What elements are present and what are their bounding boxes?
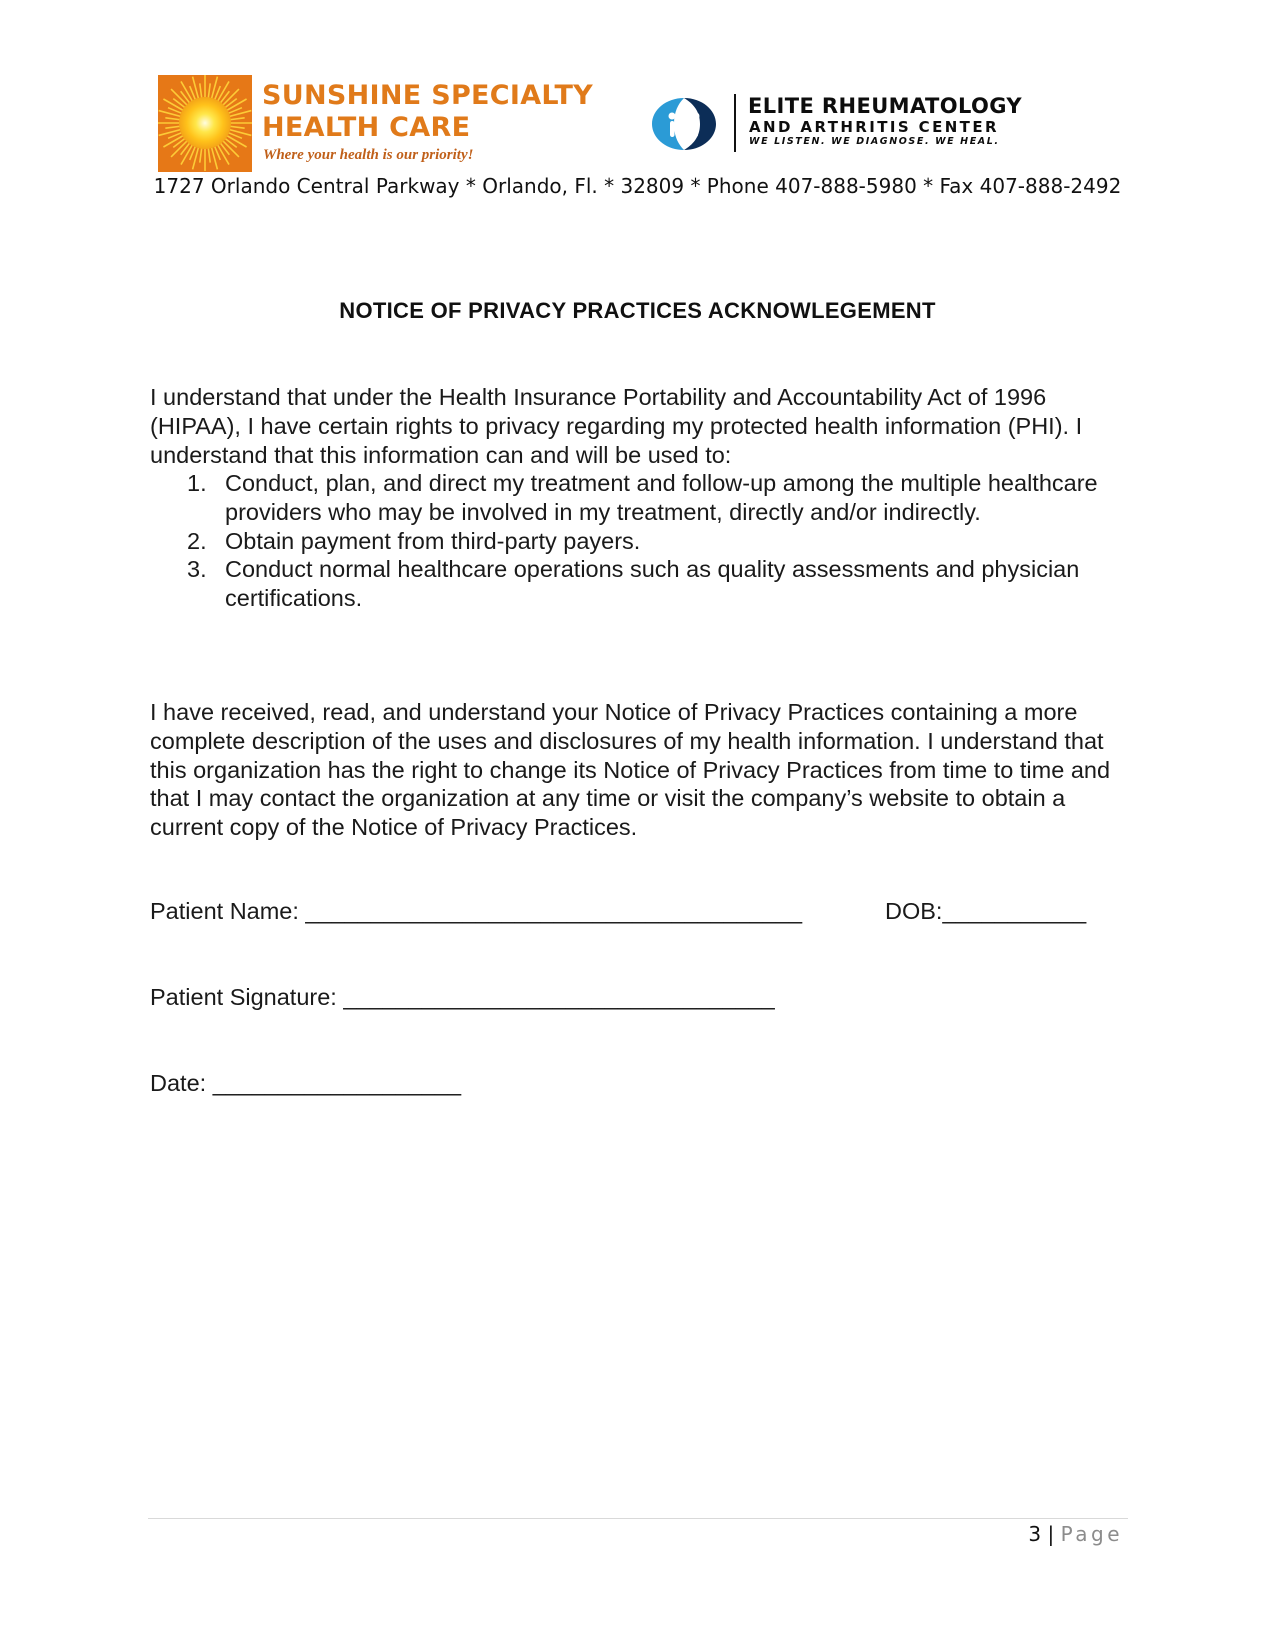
sun-ray	[165, 126, 181, 128]
sunshine-sun-logo	[158, 75, 252, 172]
elite-logo-divider	[734, 94, 736, 152]
patient-name-field[interactable]: Patient Name: ______________________________________	[150, 898, 803, 924]
clinic-address: 1727 Orlando Central Parkway * Orlando, Fl. * 32809 * Phone 407-888-5980 * Fax 407-888-2492	[153, 174, 1122, 198]
list-item-number: 3.	[187, 556, 207, 583]
page-label: Page	[1060, 1522, 1123, 1546]
elite-logo-tagline: WE LISTEN. WE DIAGNOSE. WE HEAL.	[749, 136, 1000, 147]
sun-ray	[229, 118, 245, 120]
sun-ray	[200, 83, 202, 99]
patient-signature-field[interactable]: Patient Signature: _________________________________	[150, 984, 775, 1010]
sun-ray	[224, 138, 237, 148]
sun-ray	[181, 91, 191, 104]
sun-icon	[158, 75, 252, 172]
page-footer	[1028, 1522, 1123, 1546]
list-item	[150, 555, 1130, 613]
page-separator: |	[1041, 1522, 1061, 1546]
footer-divider	[148, 1518, 1128, 1519]
sunshine-tagline: Where your health is our priority!	[263, 147, 474, 163]
date-field[interactable]: Date: ___________________	[150, 1070, 462, 1096]
phi-uses-list	[150, 469, 1130, 613]
list-item	[150, 469, 1130, 527]
page-number: 3	[1028, 1522, 1042, 1546]
elite-logo-line1: ELITE RHEUMATOLOGY	[748, 94, 1023, 118]
sun-ray	[173, 99, 186, 109]
list-item	[150, 527, 1130, 556]
list-item-text: Conduct normal healthcare operations such as quality assessments and physician certifications.	[225, 556, 1080, 612]
sun-ray	[173, 138, 186, 148]
sunshine-logo-text	[262, 80, 593, 144]
list-item-number: 1.	[187, 470, 207, 496]
list-item-text: Conduct, plan, and direct my treatment and follow-up among the multiple healthcare providers who may be involved in my treatment, directly and/or indirectly.	[225, 470, 1098, 525]
sun-ray	[200, 147, 202, 163]
sun-ray	[229, 126, 245, 128]
dob-field[interactable]: DOB:___________	[885, 898, 1087, 924]
hipaa-paragraph: I understand that under the Health Insurance Portability and Accountability Act of 1996 (HIPAA), I have certain rights to privacy regarding my protected health information (PHI). I understand that this information can and will be used to:	[150, 384, 1083, 468]
sunshine-logo-line1: SUNSHINE SPECIALTY	[262, 80, 594, 111]
elite-logo-line2: AND ARTHRITIS CENTER	[749, 118, 999, 136]
sun-ray	[224, 99, 237, 109]
sun-ray	[165, 118, 181, 120]
acknowledgement-paragraph: I have received, read, and understand your Notice of Privacy Practices containing a more complete description of the uses and disclosures of my health information. I understand that this organization has the right to change its Notice of Privacy Practices from time to time and that I may contact the organization at any time or visit the company’s website to obtain a current copy of the Notice of Privacy Practices.	[150, 699, 1111, 841]
sun-ray	[208, 147, 210, 163]
document-title: NOTICE OF PRIVACY PRACTICES ACKNOWLEGEMENT	[339, 298, 936, 323]
elite-people-icon	[648, 94, 720, 154]
sun-ray	[220, 91, 230, 104]
sun-ray	[181, 142, 191, 155]
list-item-text: Obtain payment from third-party payers.	[225, 527, 641, 554]
sun-ray	[208, 83, 210, 99]
sunshine-logo-line2: HEALTH CARE	[262, 112, 471, 143]
list-item-number: 2.	[187, 527, 207, 554]
sun-ray	[220, 142, 230, 155]
